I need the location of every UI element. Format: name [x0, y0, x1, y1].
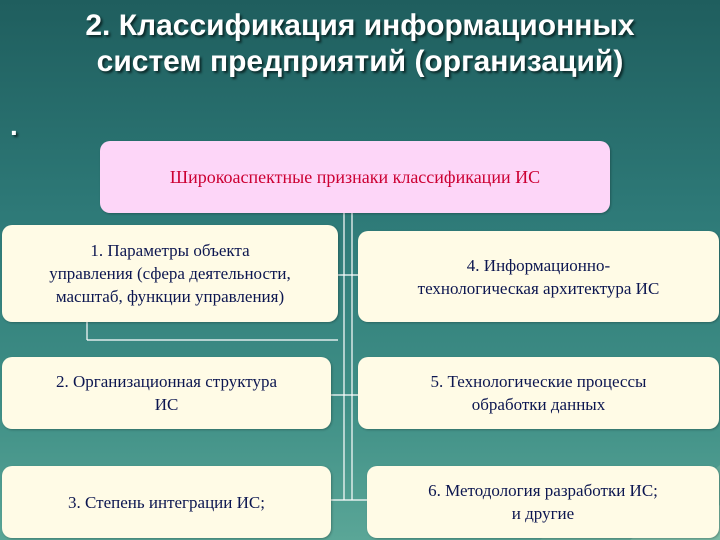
- title-line-2: систем предприятий (организаций): [96, 45, 624, 78]
- slide-title: [0, 8, 720, 80]
- criterion-6-line-2: и другие: [511, 504, 575, 523]
- title-line-1: 2. Классификация информационных: [85, 9, 635, 42]
- criterion-1-line-2: управления (сфера деятельности,: [49, 264, 291, 283]
- criterion-4-line-2: технологическая архитектура ИС: [417, 278, 660, 298]
- criterion-box-4: [358, 231, 719, 322]
- criterion-3-line-1: 3. Степень интеграции ИС;: [68, 492, 265, 512]
- criterion-6-line-1: 6. Методология разработки ИС;: [428, 481, 658, 500]
- criterion-box-2: [2, 357, 331, 429]
- criterion-box-3: [2, 466, 331, 538]
- criterion-box-5: [358, 357, 719, 429]
- criterion-1-line-3: масштаб, функции управления): [55, 287, 285, 306]
- criterion-2-line-1: 2. Организационная структура: [56, 372, 277, 391]
- criterion-box-1: [2, 225, 338, 322]
- root-box-label: Широкоаспектные признаки классификации ИС: [169, 166, 541, 187]
- criterion-5-line-2: обработки данных: [471, 395, 606, 414]
- root-box: [100, 141, 610, 213]
- criterion-box-6: [367, 466, 719, 538]
- criterion-2-line-2: ИС: [154, 395, 179, 414]
- criterion-5-line-1: 5. Технологические процессы: [430, 372, 647, 391]
- criterion-1-line-1: 1. Параметры объекта: [90, 241, 250, 260]
- criterion-4-line-1: 4. Информационно-: [466, 255, 611, 275]
- bullet-point: .: [10, 110, 18, 141]
